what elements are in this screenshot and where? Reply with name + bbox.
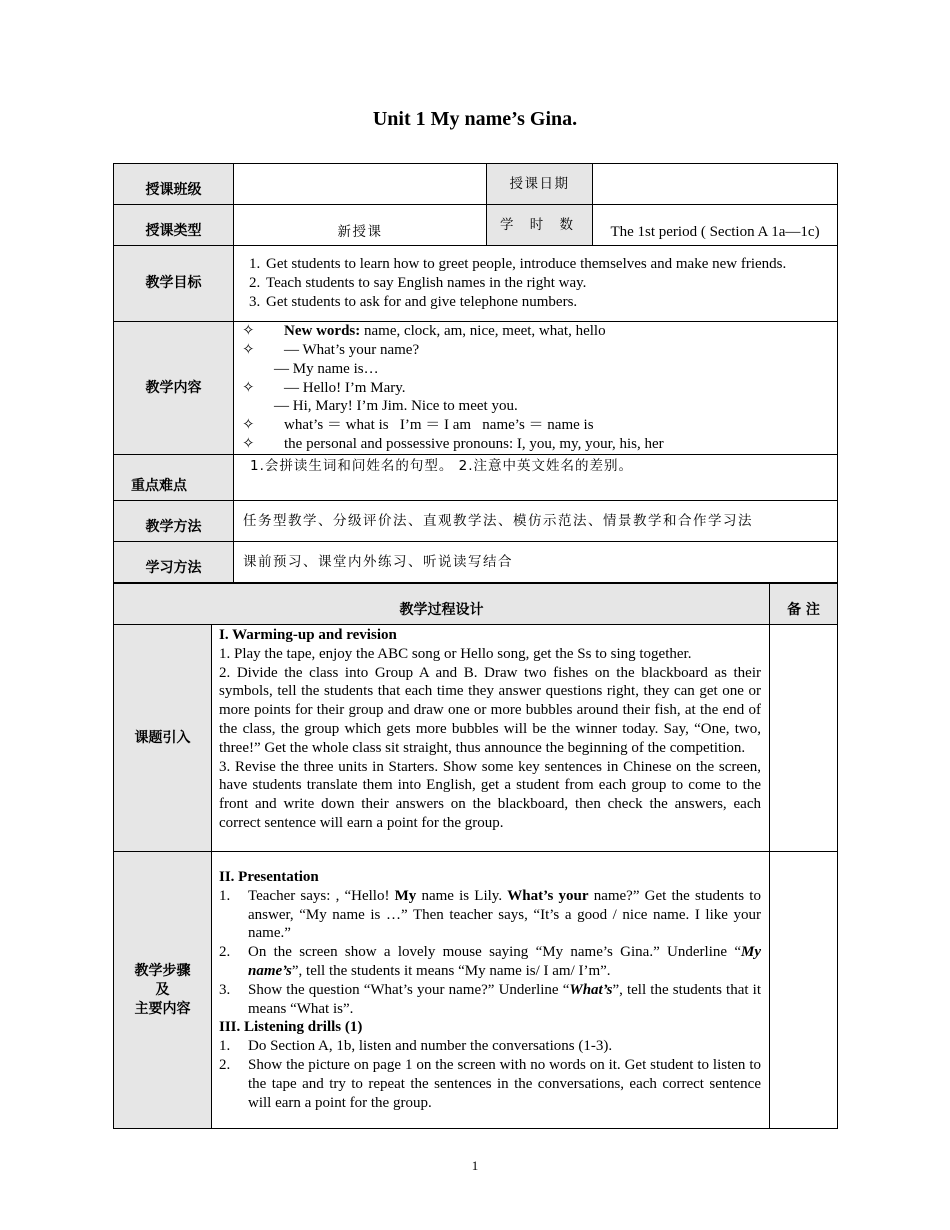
teaching-process-table: [113, 583, 838, 1129]
item2-text-a: On the screen show a lovely mouse saying “My name’s Gina.” Underline “: [248, 944, 741, 961]
item1-text-d: What’s your: [507, 887, 589, 904]
objective-item: 1. Get students to learn how to greet people, introduce themselves and make new friends.: [264, 255, 829, 274]
listening-text-2: Show the picture on page 1 on the screen with no words on it. Get student to listen to the tape and try to repeat the sentences in the conversations, each correct sentence will earn a point for the group.: [248, 1056, 761, 1111]
diamond-bullet-icon: ✧: [242, 417, 255, 434]
item3-text-b: What’s: [569, 981, 613, 998]
objectives-list: [234, 255, 837, 311]
item1-text-b: My: [394, 887, 417, 904]
learning-text: 课前预习、课堂内外练习、听说读写结合: [234, 542, 838, 583]
presentation-item-3: [219, 981, 761, 1019]
item3-text-a: Show the question “What’s your name?” Underline “: [248, 981, 570, 998]
presentation-item-1: [219, 887, 761, 943]
intro-content: [212, 625, 770, 852]
item-number: 3.: [219, 981, 231, 998]
content-label: 教学内容: [114, 322, 234, 455]
hours-value: The 1st period ( Section A 1a—1c): [593, 205, 838, 246]
methods-text: 任务型教学、分级评价法、直观教学法、模仿示范法、情景教学和合作学习法: [234, 501, 838, 542]
steps-label-line3: 主要内容: [134, 1000, 191, 1017]
objectives-cell: [234, 246, 838, 322]
intro-label: 课题引入: [114, 625, 212, 852]
class-value: [234, 164, 487, 205]
intro-notes: [770, 625, 838, 852]
date-value: [593, 164, 838, 205]
objectives-label: 教学目标: [114, 246, 234, 322]
item-number: 2.: [219, 944, 231, 961]
presentation-heading: II. Presentation: [219, 869, 319, 885]
dialog2-question: — Hello! I’m Mary.: [284, 379, 406, 396]
listening-heading: III. Listening drills (1): [219, 1019, 363, 1036]
process-header: 教学过程设计: [114, 584, 770, 625]
steps-label: [114, 852, 212, 1129]
item2-text-b: My name’s: [248, 944, 761, 979]
steps-notes: [770, 852, 838, 1129]
document-title: Unit 1 My name’s Gina.: [372, 108, 578, 130]
dialog2-answer: — Hi, Mary! I’m Jim. Nice to meet you.: [274, 398, 518, 415]
notes-header: 备 注: [770, 584, 838, 625]
date-label: 授课日期: [487, 164, 593, 205]
item1-text-a: Teacher says: , “Hello!: [248, 887, 395, 904]
steps-content: [212, 852, 770, 1129]
warming-up-heading: I. Warming-up and revision: [219, 627, 397, 643]
steps-label-line1: 教学步骤: [134, 962, 191, 979]
item1-text-c: name is Lily.: [416, 887, 508, 904]
methods-label: 教学方法: [114, 501, 234, 542]
keypoints-label: 重点难点: [114, 455, 234, 501]
intro-step-2: 2. Divide the class into Group A and B. Draw two fishes on the blackboard as their symbols, tell the students that each time they answer questions right, they can get one or more points for their group and draw one or more bubbles around their fish, at the end of the class, the group which gets more bubbles will be the winner today. Say, “One, two, three!” Get the whole class sit straight, thus announce the beginning of the competition.: [219, 664, 761, 756]
type-label: 授课类型: [114, 205, 234, 246]
diamond-bullet-icon: ✧: [242, 379, 255, 396]
diamond-bullet-icon: ✧: [242, 323, 255, 340]
hours-label: 学 时 数: [487, 205, 593, 246]
listening-text-1: Do Section A, 1b, listen and number the conversations (1-3).: [248, 1038, 613, 1055]
page-number: 1: [471, 1158, 479, 1173]
new-words-list: name, clock, am, nice, meet, what, hello: [360, 323, 606, 340]
content-cell: [234, 322, 838, 455]
item3-text-c: ”, tell the students that it means “What is”.: [248, 981, 762, 1017]
objective-item: 3. Get students to ask for and give telephone numbers.: [264, 293, 829, 312]
item-number: 1.: [219, 887, 231, 904]
objective-item: 2. Teach students to say English names in the right way.: [264, 274, 829, 293]
item2-text-c: ”, tell the students it means “My name is/ I am/ I’m”.: [291, 962, 611, 979]
dialog1-answer: — My name is…: [274, 360, 379, 377]
diamond-bullet-icon: ✧: [242, 342, 255, 358]
item1-text-e: name?” Get the students to answer, “My name is …” Then teacher says, “It’s a good / nice name. I like your name.”: [248, 887, 761, 942]
type-value: 新授课: [234, 205, 487, 246]
pronouns: the personal and possessive pronouns: I, you, my, your, his, her: [284, 435, 664, 452]
item-number: 1.: [219, 1038, 231, 1055]
presentation-item-2: [219, 943, 761, 981]
dialog1-question: — What’s your name?: [284, 342, 420, 358]
listening-item-2: [219, 1056, 761, 1112]
lesson-info-table: [113, 163, 838, 583]
intro-step-3: 3. Revise the three units in Starters. Show some key sentences in Chinese on the screen, have students translate them into English, get a student from each group to come to the front and write down their answers on the blackboard, then check the answers, each correct sentence will earn a point for the group.: [219, 758, 761, 831]
keypoints-text: 1.会拼读生词和问姓名的句型。 2.注意中英文姓名的差别。: [234, 455, 838, 501]
diamond-bullet-icon: ✧: [242, 435, 255, 452]
learning-label: 学习方法: [114, 542, 234, 583]
contractions: what’s ＝ what is I’m ＝ I am name’s ＝ name is: [284, 417, 594, 434]
class-label: 授课班级: [114, 164, 234, 205]
new-words-label: New words:: [284, 323, 361, 340]
item-number: 2.: [219, 1056, 231, 1073]
intro-step-1: 1. Play the tape, enjoy the ABC song or Hello song, get the Ss to sing together.: [219, 645, 692, 662]
steps-label-line2: 及: [155, 981, 170, 998]
listening-item-1: [219, 1037, 761, 1056]
